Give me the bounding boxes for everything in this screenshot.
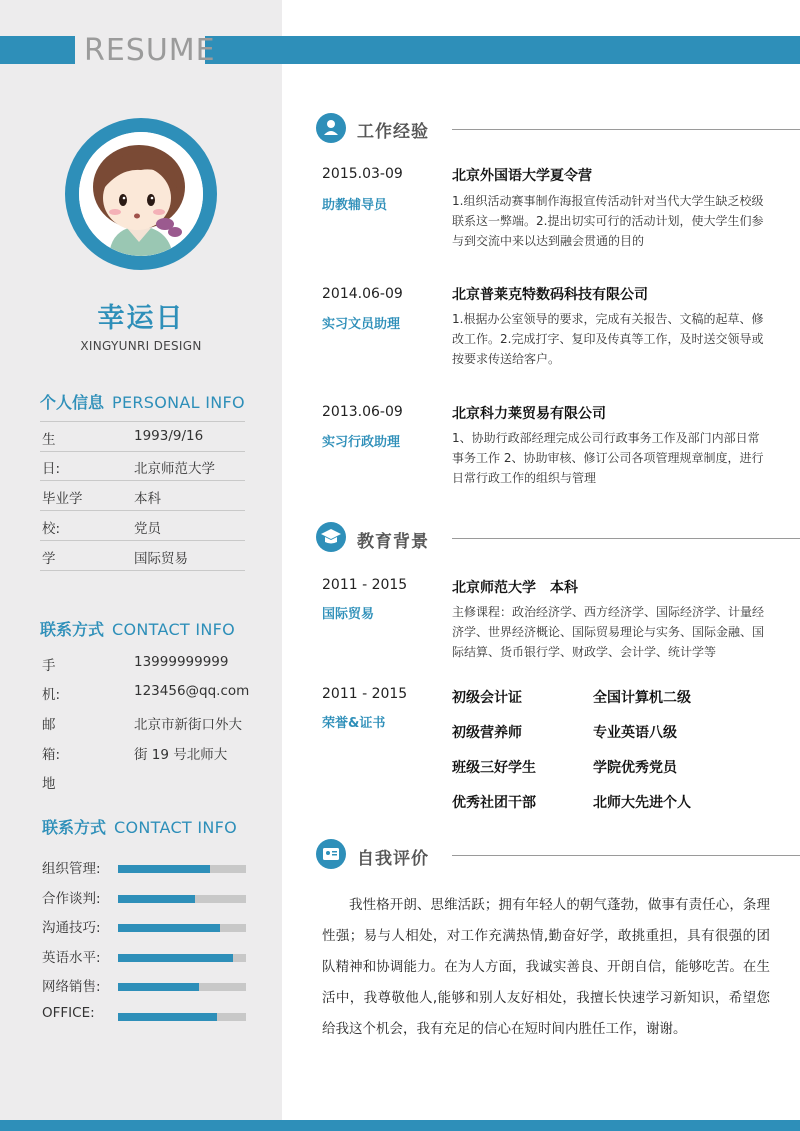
header-bar-left [0,36,75,64]
info-key: 毕业学 [42,491,83,507]
info-value: 党员 [134,521,161,537]
skill-bar-track [118,865,246,873]
profile-name: 幸运日 [97,303,185,334]
info-value: 本科 [134,491,161,507]
info-key: 校: [42,521,61,537]
skills-heading-en: CONTACT INFO [114,818,238,837]
skill-label: OFFICE: [42,1004,95,1021]
edu-date: 2011 - 2015 [322,577,408,593]
work-desc: 1.根据办公室领导的要求，完成有关报告、文稿的起草、修改工作。2.完成打字、复印及传真等工作，及时送交领导或按要求传送给客户。 [452,312,764,366]
contact-value: 123456@qq.com [134,683,250,699]
contact-key: 邮 [42,717,56,733]
contact-value: 北京市新街口外大 [134,717,242,733]
edu-school: 北京师范大学 本科 [452,580,578,596]
avatar-illustration [79,132,203,256]
info-key: 学 [42,551,56,567]
id-card-icon [316,839,346,869]
work-role: 实习行政助理 [322,435,401,450]
self-eval-heading: 自我评价 [357,849,429,869]
skill-label: 合作谈判: [42,890,101,907]
skill-bar-track [118,924,246,932]
honor-item: 全国计算机二级 [593,690,691,706]
self-eval-divider [452,855,800,856]
skill-bar-fill [118,983,199,991]
header-bar-right [205,36,800,64]
skill-row [40,1005,250,1025]
personal-heading-cn: 个人信息 [40,393,105,412]
contact-value: 13999999999 [134,654,229,670]
contact-heading-en: CONTACT INFO [112,620,236,639]
contact-row [40,648,255,677]
contact-key: 箱: [42,747,61,763]
edu-major: 国际贸易 [322,607,375,622]
work-heading: 工作经验 [357,122,429,142]
info-key: 生 [42,432,56,448]
skill-bar-track [118,983,246,991]
work-date: 2015.03-09 [322,166,403,182]
work-date: 2013.06-09 [322,404,403,420]
skill-bar-fill [118,895,195,903]
skills-heading-cn: 联系方式 [42,818,107,837]
honor-item: 优秀社团干部 [452,795,536,811]
work-role: 助教辅导员 [322,198,388,213]
avatar [65,118,217,270]
graduation-cap-icon [316,522,346,552]
honors-label: 荣誉&证书 [322,716,386,731]
contact-row [40,737,255,766]
honor-item: 初级会计证 [452,690,522,706]
education-divider [452,538,800,539]
contact-key: 机: [42,687,61,703]
skill-label: 英语水平: [42,949,101,966]
skill-row [40,887,250,907]
education-heading: 教育背景 [357,532,429,552]
honor-item: 北师大先进个人 [593,795,691,811]
work-desc: 1、协助行政部经理完成公司行政事务工作及部门内部日常事务工作 2、协助审核、修订公司各项管理规章制度，进行日常行政工作的组织与管理 [452,431,764,485]
personal-info-heading [40,390,245,413]
work-desc: 1.组织活动赛事制作海报宣传活动针对当代大学生缺乏校级联系这一弊端。2.提出切实可行的活动计划，使大学生们参与到交流中来以达到融会贯通的目的 [452,194,764,248]
info-row [40,481,245,511]
skill-row [40,975,250,995]
contact-row [40,707,255,736]
skill-bar-fill [118,954,233,962]
honor-item: 专业英语八级 [593,725,677,741]
briefcase-icon [316,113,346,143]
skill-label: 组织管理: [42,861,101,877]
skill-bar-fill [118,865,210,873]
contact-row [40,677,255,706]
contact-key: 手 [42,658,56,674]
honor-item: 班级三好学生 [452,760,536,776]
skill-bar-track [118,895,246,903]
info-row [40,451,245,481]
skill-row [40,916,250,936]
skill-row [40,857,250,877]
skill-label: 沟通技巧: [42,920,101,936]
honor-item: 学院优秀党员 [593,760,677,776]
honors-date: 2011 - 2015 [322,686,408,702]
work-org: 北京普莱克特数码科技有限公司 [452,287,648,303]
personal-heading-en: PERSONAL INFO [112,393,245,412]
work-org: 北京外国语大学夏令营 [452,168,592,184]
honor-item: 初级营养师 [452,725,522,741]
work-divider [452,129,800,130]
info-row [40,421,245,452]
work-date: 2014.06-09 [322,286,403,302]
skill-bar-track [118,1013,246,1021]
skill-label: 网络销售: [42,979,101,995]
self-eval-text: 我性格开朗、思维活跃；拥有年轻人的朝气蓬勃，做事有责任心，条理性强；易与人相处，对工作充满热情,勤奋好学，敢挑重担，具有很强的团队精神和协调能力。在为人方面，我诚实善良、开朗自信，能够吃苦。在生活中，我尊敬他人,能够和别人友好相处，我擅长快速学习新知识，希望您给我这个机会，我有充足的信心在短时间内胜任工作，谢谢。 [322,897,770,1037]
profile-subtitle: XINGYUNRI DESIGN [80,339,202,353]
work-org: 北京科力莱贸易有限公司 [452,406,606,422]
contact-info-heading [40,617,235,640]
info-key: 日: [42,461,61,477]
skill-bar-fill [118,1013,217,1021]
work-role: 实习文员助理 [322,317,401,332]
skill-bar-fill [118,924,220,932]
resume-title: RESUME [84,33,216,68]
skill-bar-track [118,954,246,962]
edu-courses: 主修课程：政治经济学、西方经济学、国际经济学、计量经济学、世界经济概论、国际贸易理论与实务、国际金融、国际结算、货币银行学、财政学、会计学、统计学等 [452,605,765,659]
skill-row [40,946,250,966]
info-row [40,541,245,571]
contact-row [40,766,255,795]
contact-heading-cn: 联系方式 [40,620,105,639]
skills-heading [42,815,237,838]
info-value: 1993/9/16 [134,428,204,444]
footer-bar [0,1120,800,1131]
info-row [40,511,245,541]
contact-key: 地 [42,776,56,792]
info-value: 国际贸易 [134,551,188,567]
contact-value: 街 19 号北师大 [134,747,228,763]
info-value: 北京师范大学 [134,461,215,477]
